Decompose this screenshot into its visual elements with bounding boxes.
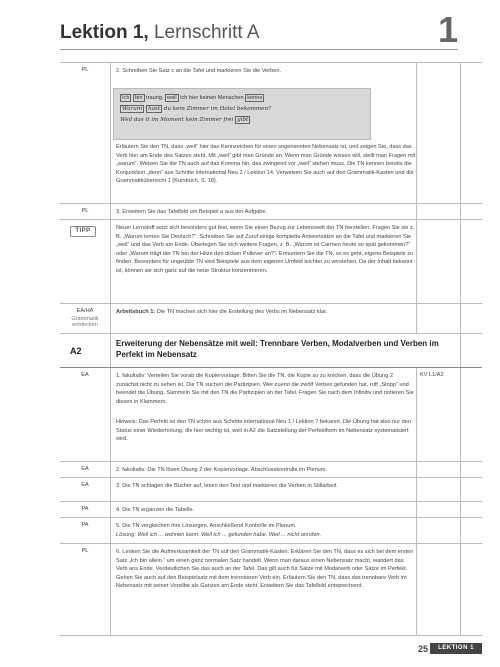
table-row bbox=[60, 62, 482, 204]
explanation-text: Erläutern Sie den TN, dass „weil“ hier das Kennzeichen für einen sogenannten Nebensatz ist, und zeigen Sie, dass das Verb hier am Ende des Satzes steht. Mit „weil“ gibt man Gründe an. Wenn man Gründe wissen will, stellt man Fragen mit „warum“. Weisen Sie die TN auch auf das Komma hin, das zwingend vor „weil“ stehen muss. Die TN kennen bereits die Konjunktion „denn“ aus Schritte international Neu 2 / Lektion 14. Verweisen Sie auch auf den Grammatik-Kasten und die Grammatikübersicht 1 (Kursbuch, S. 18). bbox=[116, 144, 416, 185]
board-example: Ich bin traurig, weil ich hier keinen Menschen kenne Warum hast du kein Zimmer im Hotel bekommen? Weil das it im Moment kein Zimmer frei gibt bbox=[113, 88, 371, 140]
social-form: PL bbox=[81, 208, 89, 214]
step-text: 1. fakultativ: Verteilen Sie vorab die Kopiervorlage. Bitten Sie die TN, die Kopie so zu knicken, dass die Übung 2 zunächst nicht zu sehen ist. Die TN suchen die Partizipien. Wer zuerst die zwölf Verben gefunden hat, ruft „Stopp“ und beendet die Übung. Sammeln Sie mit den TN die Partizipien an der Tafel. Fragen Sie nach dem Infinitiv und notieren Sie diesen in Klammern. bbox=[116, 373, 414, 405]
tip-text: Neuer Lernstoff setzt sich besonders gut fest, wenn Sie einen Bezug zur Lebenswelt der TN herstellen. Fragen Sie sie z. B. „Warum lernen Sie Deutsch?“. Schreiben Sie auf Zuruf einige komplette Antwortsätze an die Tafel und markieren Sie „weil“ und das Verb am Ende. Überlegen Sie sich weitere Fragen, z. B. „Warum ist Carmen heute so spät gekommen?“ oder „Warum trägt der TN bei der Hitze den dicken Pullover an?“. Ermuntern Sie die TN, so es geht, eigene Beispiele zu finden. Besonders für ungeübte TN sind Beispiele aus dem eigenen Umfeld leichter zu verstehen. Da der Inhalt bekannt ist, können sie sich ganz auf die neue Struktur konzentrieren. bbox=[116, 225, 415, 274]
step-text: 5. Die TN vergleichen ihre Lösungen. Anschließend Kontrolle im Plenum. Lösung: Weil ich ... wohnen kann. Weil ich ... gefunden habe. Weil ... nicht anrufen. bbox=[116, 523, 322, 538]
table-row bbox=[60, 478, 482, 502]
social-form: EA bbox=[81, 482, 89, 488]
step-text: 3. Erweitern Sie das Tafelbild um Beispiel a aus der Aufgabe. bbox=[116, 209, 268, 215]
social-form: PA bbox=[81, 522, 89, 528]
header-divider bbox=[60, 49, 458, 50]
table-row bbox=[60, 462, 482, 478]
section-label: A2 bbox=[70, 346, 82, 356]
step-text: 2. Schreiben Sie Satz c an die Tafel und markieren Sie die Verben. bbox=[116, 68, 282, 74]
page-title bbox=[60, 22, 260, 44]
social-form: EA bbox=[81, 466, 89, 472]
table-row bbox=[60, 304, 482, 334]
material-ref: KV L1/A2 bbox=[420, 372, 444, 378]
social-form: EA/HA Grammatik entdecken bbox=[71, 308, 99, 328]
table-row bbox=[60, 518, 482, 544]
step-text: 3. Die TN schlagen die Bücher auf, lesen den Text und markieren die Verben in Stillarbeit. bbox=[116, 483, 338, 489]
table-row bbox=[60, 502, 482, 518]
step-text: Arbeitsbuch 1: Die TN machen sich hier die Erstellung des Verbs im Nebensatz klar. bbox=[116, 309, 328, 315]
hint-text: Hinweis: Das Perfekt ist den TN schon aus Schritte international Neu 1 / Lektion 7 bekannt. Die Übung hat also nur den Status einer Wiederholung, die hier wichtig ist, weil in A2 die Satzstellung der Perfektform im Nebensatz systematisiert wird. bbox=[116, 419, 411, 443]
step-text: 4. Die TN ergänzen die Tabelle. bbox=[116, 507, 195, 513]
page-number: 25 bbox=[417, 644, 428, 654]
table-row bbox=[60, 544, 482, 636]
social-form: EA bbox=[81, 372, 89, 378]
footer-label: LEKTION 1 bbox=[430, 643, 482, 654]
lektion-title: Lektion 1, bbox=[60, 22, 149, 43]
section-header bbox=[60, 334, 482, 368]
table-row bbox=[60, 220, 482, 304]
social-form: PA bbox=[81, 506, 89, 512]
step-text: 6. Lenken Sie die Aufmerksamkeit der TN auf den Grammatik-Kasten. Erklären Sie den TN, dass es sich bei dem ersten Satz „Ich bin allein.“ um einen ganz normalen Satz handelt. Wenn man daraus einen Nebensatz macht, wandert das Verb ans Ende. Verdeutlichen Sie das auch an der Tafel. Das gilt auch für Sätze mit Modalverb oder Sätze im Perfekt. Gehen Sie auch auf den Beispielsatz mit dem trennbaren Verb ein. Erläutern Sie den TN, dass das trennbare Verb im Nebensatz mit seiner Vorsilbe als Ganzes am Ende steht. Erweitern Sie das Tafelbild entsprechend. bbox=[116, 549, 414, 590]
social-form: PL bbox=[81, 67, 89, 73]
table-row bbox=[60, 204, 482, 220]
section-title: Erweiterung der Nebensätze mit weil: Trennbare Verben, Modalverben und Verben im Perfekt im Nebensatz bbox=[116, 339, 439, 359]
chapter-number: 1 bbox=[437, 9, 458, 50]
lernschritt-title: Lernschritt A bbox=[148, 22, 260, 43]
social-form: PL bbox=[81, 548, 89, 554]
table-row bbox=[60, 368, 482, 462]
tipp-badge: TIPP bbox=[70, 226, 96, 237]
step-text: 2. fakultativ: Die TN lösen Übung 2 der Kopiervorlage. Abschlusskontrolle im Plenum. bbox=[116, 467, 328, 473]
